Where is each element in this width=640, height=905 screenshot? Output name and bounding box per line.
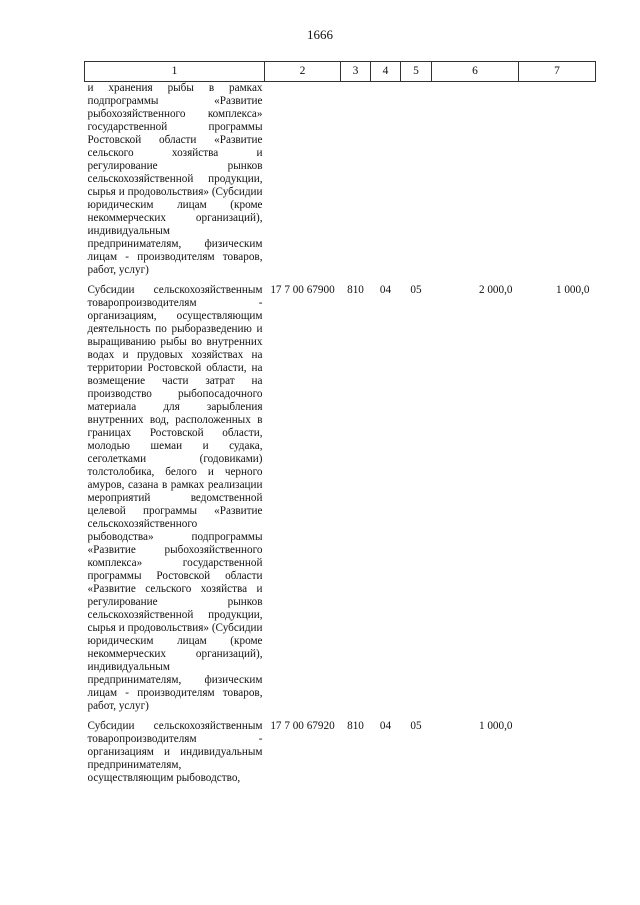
target-article-code: 17 7 00 67900 [270,284,335,296]
row-description: Субсидии сельскохозяйственным товаропроизводителям - организациям, осуществляющим деятельность по рыборазведению и выращиванию рыбы во внутренних водах и прудовых хозяйствах на территории Ростовской области, на возмещение части затрат на производство рыбопосадочного материала для зарыбления внутренних вод, расположенных в границах Ростовской области, молодью шемаи и судака, сеголетками (годовиками) толстолобика, белого и черного амуров, сазана в рамках реализации мероприятий ведомственной целевой программы «Развитие сельскохозяйственного рыбоводства» подпрограммы «Развитие рыбохозяйственного комплекса» государственной программы Ростовской области «Развитие сельского хозяйства и регулирование рынков сельскохозяйственной продукции, сырья и продовольствия» (Субсидии юридическим лицам (кроме некоммерческих организаций), индивидуальным предпринимателям, физическим лицам - производителям товаров, работ, услуг) [87,284,263,712]
column-header: 4 [371,62,401,82]
amount-year-2 [519,713,596,785]
subsection-code [401,82,432,278]
table-row [85,713,596,785]
column-header: 1 [85,62,265,82]
amount-year-2 [519,82,596,278]
page-number: 1666 [307,27,333,42]
budget-table [84,61,596,785]
expense-type [341,82,371,278]
subsection-code: 05 [410,720,422,732]
table-row [85,82,596,278]
section-code: 04 [379,284,392,296]
section-code: 04 [379,720,392,732]
amount-year-1: 1 000,0 [478,720,513,732]
amount-year-1 [432,82,519,278]
expense-type: 810 [347,720,364,732]
column-header: 3 [341,62,371,82]
column-header: 7 [519,62,596,82]
target-article-code [265,82,341,278]
column-header: 2 [265,62,341,82]
expense-type: 810 [347,284,364,296]
table-row [85,277,596,713]
row-description: Субсидии сельскохозяйственным товаропроизводителям - организациям и индивидуальным предпринимателям, осуществляющим рыбоводство, [87,720,263,784]
column-header: 6 [432,62,519,82]
section-code [371,82,401,278]
target-article-code: 17 7 00 67920 [270,720,335,732]
amount-year-1: 2 000,0 [478,284,513,296]
subsection-code: 05 [410,284,422,296]
amount-year-2: 1 000,0 [555,284,590,296]
table-header-row [85,62,596,82]
row-description: и хранения рыбы в рамках подпрограммы «Развитие рыбохозяйственного комплекса» государственной программы Ростовской области «Развитие сельского хозяйства и регулирование рынков сельскохозяйственной продукции, сырья и продовольствия» (Субсидии юридическим лицам (кроме некоммерческих организаций), индивидуальным предпринимателям, физическим лицам - производителям товаров, работ, услуг) [87,82,263,276]
column-header: 5 [401,62,432,82]
